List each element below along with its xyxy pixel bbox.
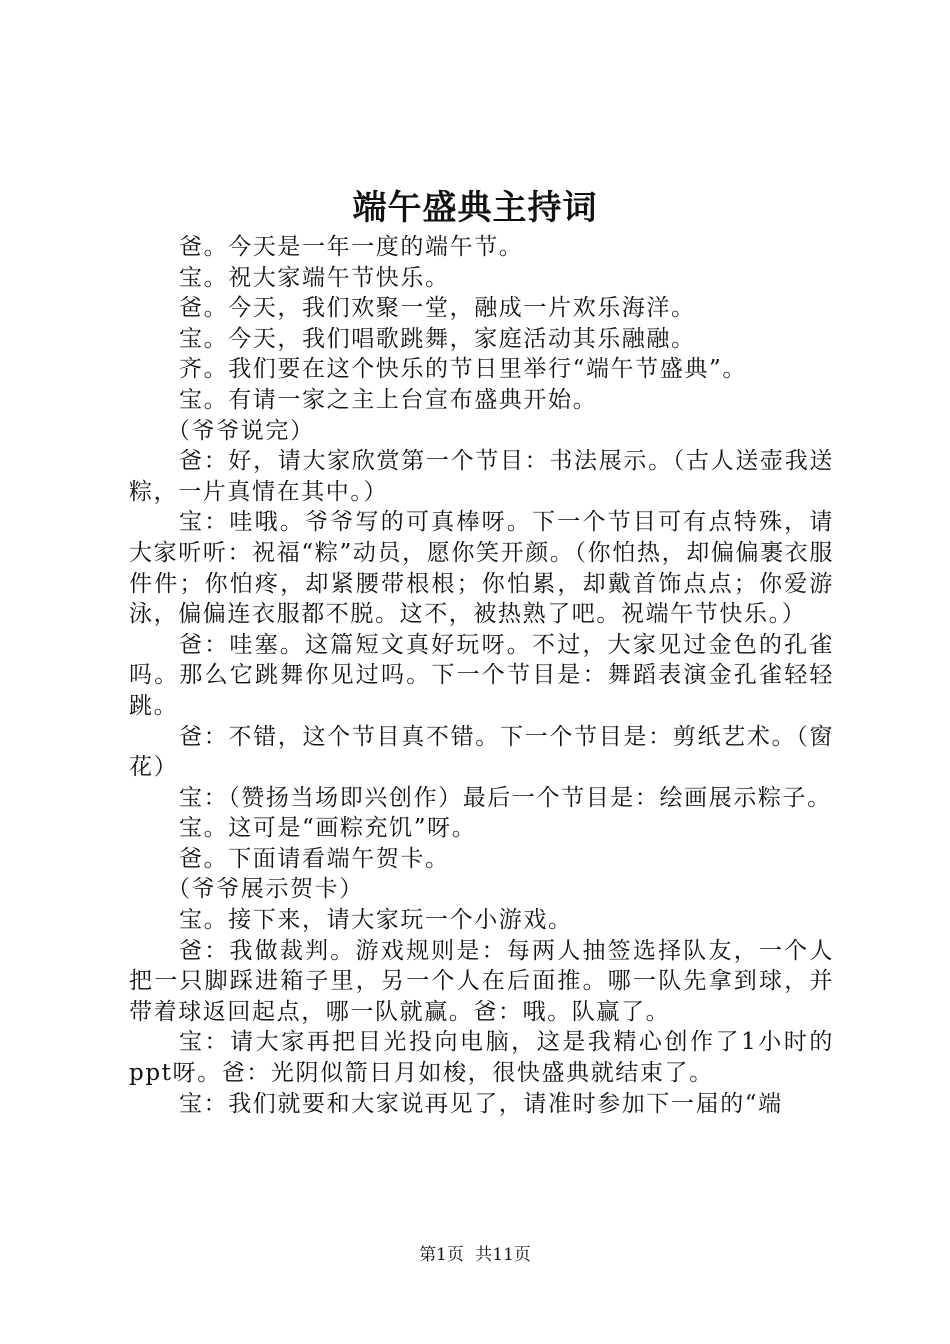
paragraph: 宝。这可是“画粽充饥”呀。 xyxy=(179,815,477,842)
document-body xyxy=(129,232,834,1119)
paragraph: 爸：不错，这个节目真不错。下一个节目是：剪纸艺术。（窗花） xyxy=(129,723,834,781)
paragraph: 爸。今天是一年一度的端午节。 xyxy=(179,234,524,260)
paragraph: 爸。下面请看端午贺卡。 xyxy=(179,845,450,872)
paragraph: 宝。今天，我们唱歌跳舞，家庭活动其乐融融。 xyxy=(179,325,696,352)
paragraph: 宝。接下来，请大家玩一个小游戏。 xyxy=(179,907,573,934)
page-number: 第1页 xyxy=(419,1245,464,1265)
paragraph: 宝。有请一家之主上台宣布盛典开始。 xyxy=(179,386,598,413)
paragraph: 宝：哇哦。爷爷写的可真棒呀。下一个节目可有点特殊，请大家听听：祝福“粽”动员，愿你笑开颜。（你怕热，却偏偏裹衣服件件；你怕疼，却紧腰带根根；你怕累，却戴首饰点点；你爱游泳，偏偏连衣服都不脱。这不，被热熟了吧。祝端午节快乐。） xyxy=(129,509,834,628)
stage-direction: （爷爷展示贺卡） xyxy=(167,876,364,903)
paragraph: 爸：我做裁判。游戏规则是：每两人抽签选择队友，一个人把一只脚踩进箱子里，另一个人在后面推。哪一队先拿到球，并带着球返回起点，哪一队就赢。爸：哦。队赢了。 xyxy=(129,937,834,1025)
document-title: 端午盛典主持词 xyxy=(352,188,598,228)
paragraph: 宝：请大家再把目光投向电脑，这是我精心创作了1小时的ppt呀。爸：光阴似箭日月如梭，很快盛典就结束了。 xyxy=(129,1029,834,1087)
page-footer xyxy=(0,1244,950,1266)
paragraph: 爸：好，请大家欣赏第一个节目：书法展示。（古人送壶我送粽，一片真情在其中。） xyxy=(129,448,834,505)
paragraph: 爸：哇塞。这篇短文真好玩呀。不过，大家见过金色的孔雀吗。那么它跳舞你见过吗。下一个节目是：舞蹈表演金孔雀轻轻跳。 xyxy=(129,631,834,719)
paragraph: 爸。今天，我们欢聚一堂，融成一片欢乐海洋。 xyxy=(179,295,696,322)
page-total: 共11页 xyxy=(475,1245,531,1265)
paragraph: 宝：我们就要和大家说再见了，请准时参加下一届的“端 xyxy=(179,1090,783,1117)
paragraph: 宝：（赞扬当场即兴创作）最后一个节目是：绘画展示粽子。 xyxy=(179,784,832,811)
paragraph: 齐。我们要在这个快乐的节日里举行“端午节盛典”。 xyxy=(179,356,747,383)
stage-direction: （爷爷说完） xyxy=(167,417,315,444)
paragraph: 宝。祝大家端午节快乐。 xyxy=(179,264,450,291)
